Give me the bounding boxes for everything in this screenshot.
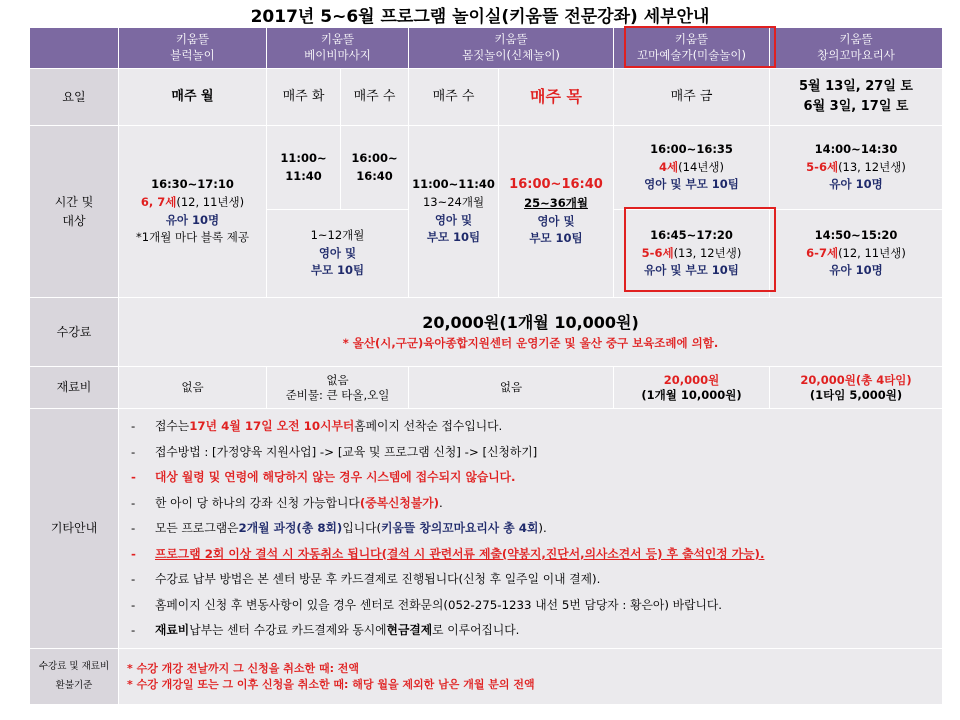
time-body-b: 16:00~16:40 25~36개월 영아 및 부모 10팀 [499,126,614,298]
time-row-1 [30,126,943,210]
material-label: 재료비 [30,367,119,409]
time-baby-target: 1~12개월 영아 및 부모 10팀 [267,210,409,298]
header-row [30,28,943,69]
time-baby-b: 16:00~ 16:40 [341,126,409,210]
time-cook-2: 14:50~15:20 6-7세(12, 11년생) 유아 10명 [770,210,943,298]
header-body-play: 키움뜰 몸짓놀이(신체놀이) [409,28,614,69]
material-cook: 20,000원(총 4타임) (1타임 5,000원) [770,367,943,409]
fee-label: 수강료 [30,298,119,367]
day-row [30,69,943,126]
refund-content: * 수강 개강 전날까지 그 신청을 취소한 때: 전액 * 수강 개강일 또는 그 이후 신청을 취소한 때: 해당 월을 제외한 남은 개월 분의 전액 [119,649,943,705]
fee-content: 20,000원(1개월 10,000원) * 울산(시,구군)육아종합지원센터 운영기준 및 울산 중구 보육조례에 의함. [119,298,943,367]
etc-line-8: - 홈페이지 신청 후 변동사항이 있을 경우 센터로 전화문의(052-275-1233 내선 5번 담당자 : 황은아) 바랍니다. [131,597,723,612]
etc-content [119,409,943,649]
header-creative-cook: 키움뜰 창의꼬마요리사 [770,28,943,69]
material-body: 없음 [409,367,614,409]
day-block: 매주 월 [119,69,267,126]
day-baby-a: 매주 화 [267,69,341,126]
etc-line-2: - 접수방법 : [가정양육 지원사업] -> [교육 및 프로그램 신청] -> [신청하기] [131,444,538,459]
day-baby-b: 매주 수 [341,69,409,126]
etc-line-3: - 대상 월령 및 연령에 해당하지 않는 경우 시스템에 접수되지 않습니다. [131,470,516,485]
etc-line-9: - 재료비 납부는 센터 수강료 카드결제와 동시에 현금결제 로 이루어집니다. [131,623,520,638]
etc-line-5: - 모든 프로그램은 2개월 과정(총 8회) 입니다( 키움뜰 창의꼬마요리사 총 4회 ). [131,521,547,536]
refund-row [30,649,943,705]
time-cook-1: 14:00~14:30 5-6세(13, 12년생) 유아 10명 [770,126,943,210]
material-block: 없음 [119,367,267,409]
etc-line-1: - 접수는 17년 4월 17일 오전 10시부터 홈페이지 선착순 접수입니다. [131,419,503,434]
highlight-box-header [624,26,776,68]
day-label: 요일 [30,69,119,126]
day-cook: 5월 13일, 27일 토 6월 3일, 17일 토 [770,69,943,126]
etc-line-4: - 한 아이 당 하나의 강좌 신청 가능합니다 (중복신청불가) . [131,495,443,510]
etc-line-7: - 수강료 납부 방법은 본 센터 방문 후 카드결제로 진행됩니다(신청 후 일주일 이내 결제). [131,572,601,587]
page-title: 2017년 5~6월 프로그램 놀이실(키움뜰 전문강좌) 세부안내 [250,7,710,27]
day-art: 매주 금 [614,69,770,126]
material-art: 20,000원 (1개월 10,000원) [614,367,770,409]
header-little-artist: 키움뜰 꼬마예술가(미술놀이) [614,28,770,69]
time-baby-a: 11:00~ 11:40 [267,126,341,210]
header-baby-massage: 키움뜰 베이비마사지 [267,28,409,69]
day-body-a: 매주 수 [409,69,499,126]
fee-row [30,298,943,367]
highlight-box-time [624,207,776,292]
material-baby: 없음 준비물: 큰 타올,오일 [267,367,409,409]
etc-label: 기타안내 [30,409,119,649]
time-body-a: 11:00~11:40 13~24개월 영아 및 부모 10팀 [409,126,499,298]
day-body-b: 매주 목 [499,69,614,126]
time-art-1: 16:00~16:35 4세(14년생) 영아 및 부모 10팀 [614,126,770,210]
program-table [29,27,943,705]
etc-line-6: - 프로그램 2회 이상 결석 시 자동취소 됩니다(결석 시 관련서류 제출(약봉지,진단서,의사소견서 등) 후 출석인정 가능). [131,546,765,561]
header-block: 키움뜰 블럭놀이 [119,28,267,69]
header-corner [30,28,119,69]
time-art-2: 16:45~17:20 5-6세(13, 12년생) 유아 및 부모 10팀 [614,210,770,298]
etc-row [30,409,943,649]
time-block: 16:30~17:10 6, 7세(12, 11년생) 유아 10명 *1개월 마다 블록 제공 [119,126,267,298]
time-label: 시간 및 대상 [30,126,119,298]
refund-label: 수강료 및 재료비 환불기준 [30,649,119,705]
material-row [30,367,943,409]
